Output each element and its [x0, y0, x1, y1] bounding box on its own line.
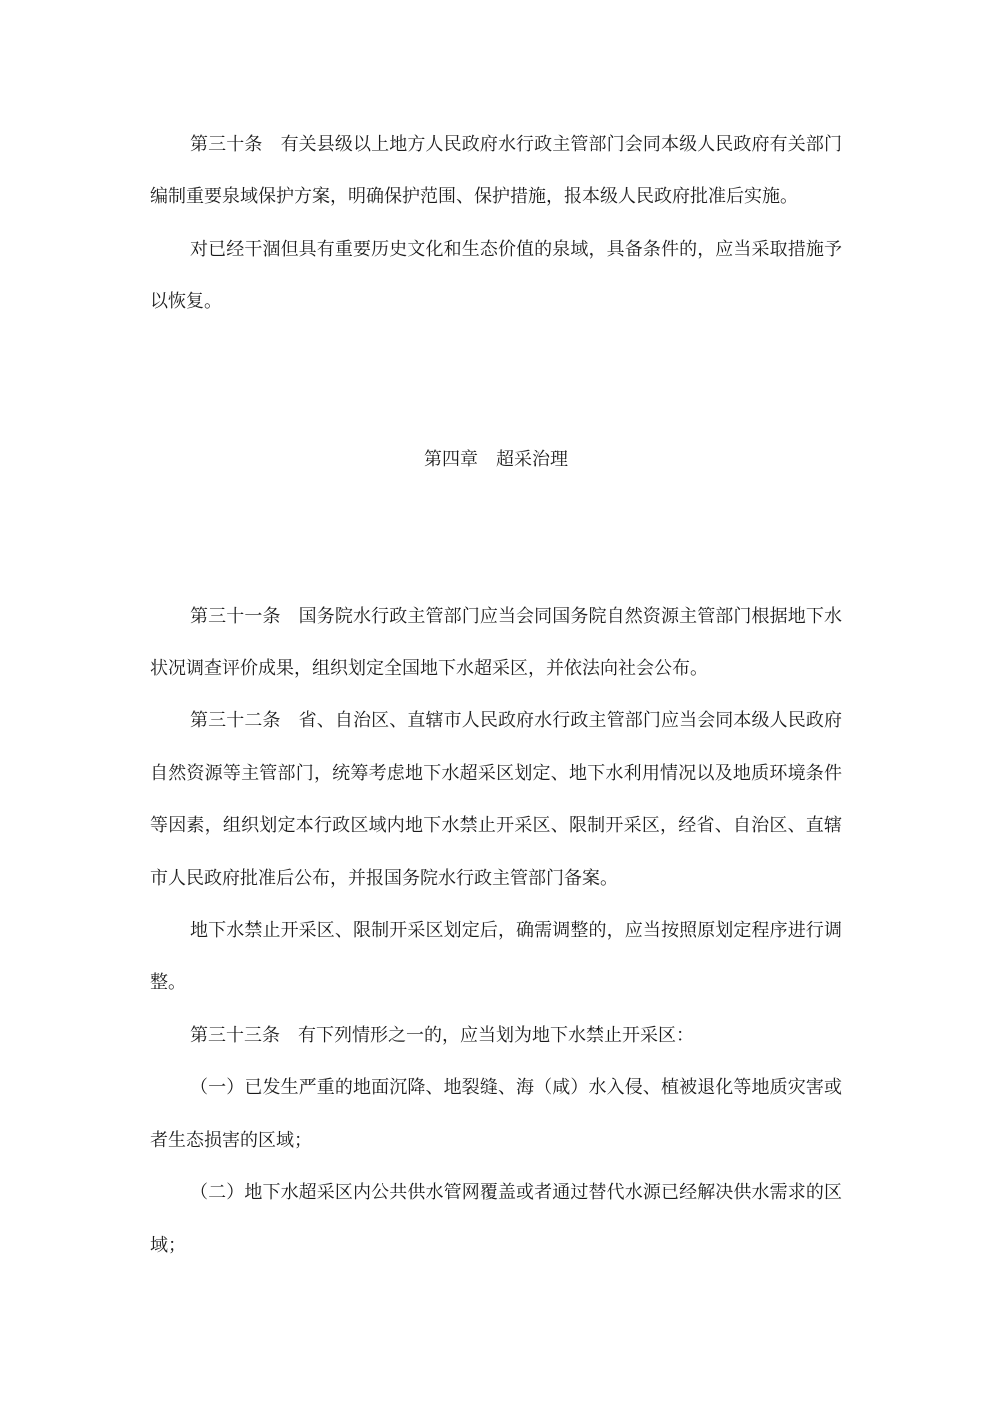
article-32-paragraph-2: 地下水禁止开采区、限制开采区划定后，确需调整的，应当按照原划定程序进行调整。 [150, 920, 842, 994]
document-page [150, 119, 842, 1272]
article-30-paragraph-1: 第三十条 有关县级以上地方人民政府水行政主管部门会同本级人民政府有关部门编制重要泉域保护方案，明确保护范围、保护措施，报本级人民政府批准后实施。 [150, 134, 842, 208]
article-33-item-1: （一）已发生严重的地面沉降、地裂缝、海（咸）水入侵、植被退化等地质灾害或者生态损害的区域； [150, 1077, 842, 1151]
article-33-item-2: （二）地下水超采区内公共供水管网覆盖或者通过替代水源已经解决供水需求的区域； [150, 1182, 842, 1256]
article-31-paragraph-1: 第三十一条 国务院水行政主管部门应当会同国务院自然资源主管部门根据地下水状况调查评价成果，组织划定全国地下水超采区，并依法向社会公布。 [150, 605, 842, 680]
article-30-paragraph-2: 对已经干涸但具有重要历史文化和生态价值的泉域，具备条件的，应当采取措施予以恢复。 [150, 238, 842, 313]
chapter-4-heading: 第四章 超采治理 [424, 448, 568, 470]
article-32-paragraph-1: 第三十二条 省、自治区、直辖市人民政府水行政主管部门应当会同本级人民政府自然资源等主管部门，统筹考虑地下水超采区划定、地下水利用情况以及地质环境条件等因素，组织划定本行政区域内地下水禁止开采区、限制开采区，经省、自治区、直辖市人民政府批准后公布，并报国务院水行政主管部门备案。 [150, 710, 842, 889]
article-33-paragraph-1: 第三十三条 有下列情形之一的，应当划为地下水禁止开采区： [190, 1024, 694, 1046]
